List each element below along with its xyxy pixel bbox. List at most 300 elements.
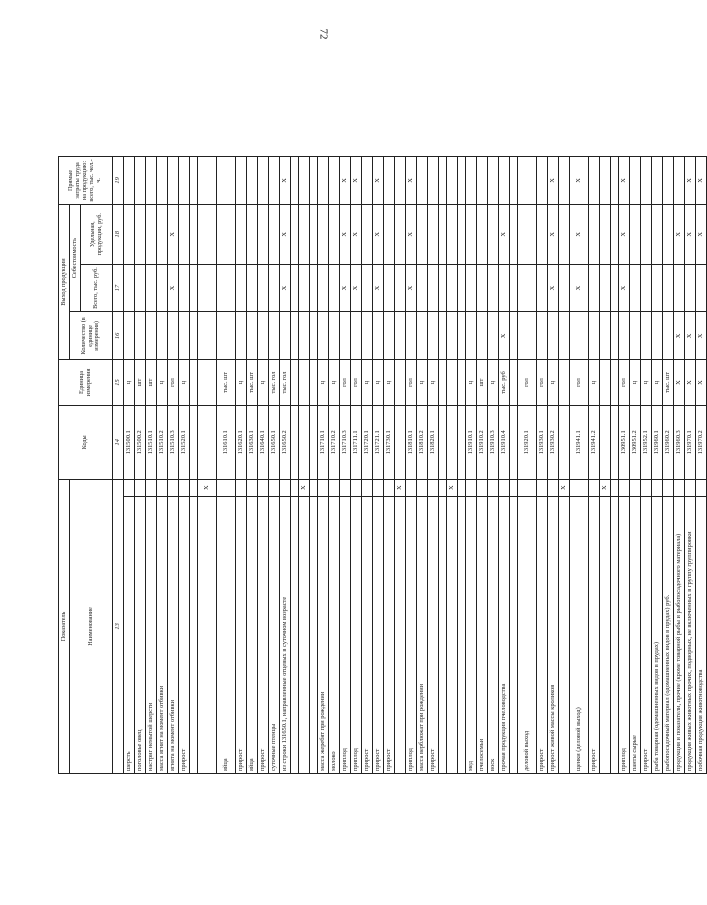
- row-code: [198, 405, 217, 479]
- empty-cell: [291, 479, 299, 496]
- row-total-cost: Х: [548, 264, 559, 312]
- row-quantity: [280, 312, 291, 360]
- row-name: прирост: [641, 496, 652, 773]
- table-row: [395, 157, 406, 774]
- row-name: продукция живых животных прочих, подворных, не включенных в группу группировки: [685, 496, 696, 773]
- row-labor: Х: [548, 157, 559, 205]
- row-mark: [318, 479, 329, 496]
- row-total-cost: [685, 264, 696, 312]
- row-code: 131952.1: [641, 405, 652, 479]
- row-name: прирост: [537, 496, 548, 773]
- row-unit-cost: [247, 204, 258, 264]
- row-unit-cost: Х: [340, 204, 351, 264]
- table-row: [236, 157, 247, 774]
- row-unit: Х: [674, 360, 685, 405]
- row-unit-cost: [198, 204, 217, 264]
- row-labor: [447, 157, 458, 205]
- table-row: [663, 157, 674, 774]
- col-number: 16: [113, 312, 124, 360]
- row-name: прирост: [258, 496, 269, 773]
- empty-cell: [439, 360, 447, 405]
- table-row: [299, 157, 310, 774]
- row-total-cost: [124, 264, 135, 312]
- col-number: 13: [113, 479, 124, 773]
- row-unit: тыс. шт: [247, 360, 258, 405]
- row-code: 131910.4: [499, 405, 510, 479]
- row-labor: [135, 157, 146, 205]
- row-quantity: [466, 312, 477, 360]
- table-row: [351, 157, 362, 774]
- row-mark: [179, 479, 190, 496]
- row-unit: ц: [428, 360, 439, 405]
- row-name: мед: [466, 496, 477, 773]
- table-row: [373, 157, 384, 774]
- table-row: [641, 157, 652, 774]
- empty-cell: [458, 204, 466, 264]
- row-total-cost: Х: [406, 264, 417, 312]
- col-number: 18: [113, 204, 124, 264]
- row-labor: [217, 157, 236, 205]
- row-unit-cost: Х: [619, 204, 630, 264]
- row-unit-cost: [518, 204, 537, 264]
- row-unit-cost: [179, 204, 190, 264]
- table-row: [362, 157, 373, 774]
- row-total-cost: Х: [619, 264, 630, 312]
- row-unit: [447, 360, 458, 405]
- row-total-cost: [198, 264, 217, 312]
- empty-cell: [439, 264, 447, 312]
- row-name: прирост: [179, 496, 190, 773]
- row-code: 131960.1: [652, 405, 663, 479]
- header-unit: Единица измерения: [59, 360, 113, 405]
- row-mark: Х: [395, 479, 406, 496]
- row-mark: [466, 479, 477, 496]
- empty-cell: [291, 312, 299, 360]
- row-labor: Х: [280, 157, 291, 205]
- row-mark: [135, 479, 146, 496]
- row-name: поголовье овец: [135, 496, 146, 773]
- row-unit: ц: [157, 360, 168, 405]
- table-row: [652, 157, 663, 774]
- empty-cell: [190, 312, 198, 360]
- row-unit: ц: [179, 360, 190, 405]
- table-row: [417, 157, 428, 774]
- row-unit: шт: [146, 360, 157, 405]
- row-code: 131960.3: [674, 405, 685, 479]
- output-cost-table: [58, 156, 707, 774]
- row-quantity: [652, 312, 663, 360]
- row-unit-cost: [362, 204, 373, 264]
- table-row: [168, 157, 179, 774]
- row-total-cost: [236, 264, 247, 312]
- row-unit: ц: [630, 360, 641, 405]
- row-name: рыба товарная (одомашненных видов в прудах): [652, 496, 663, 773]
- row-code: 131510.3: [168, 405, 179, 479]
- row-mark: [652, 479, 663, 496]
- row-quantity: [269, 312, 280, 360]
- table-row: [619, 157, 630, 774]
- row-quantity: [351, 312, 362, 360]
- row-unit-cost: [417, 204, 428, 264]
- row-quantity: [428, 312, 439, 360]
- row-code: 131941.2: [589, 405, 600, 479]
- row-name: яйца: [247, 496, 258, 773]
- empty-cell: [310, 157, 318, 205]
- row-total-cost: [641, 264, 652, 312]
- row-unit-cost: [384, 204, 395, 264]
- row-unit: гол: [537, 360, 548, 405]
- row-mark: Х: [600, 479, 611, 496]
- row-code: 130951.2: [630, 405, 641, 479]
- row-unit: ц: [318, 360, 329, 405]
- row-code: [395, 405, 406, 479]
- row-name: приплод: [619, 496, 630, 773]
- row-name: настриг немытой шерсти: [146, 496, 157, 773]
- row-mark: [146, 479, 157, 496]
- header-quantity: Количество (в единице измерения): [70, 312, 113, 360]
- row-code: 131730.1: [384, 405, 395, 479]
- row-unit-cost: [329, 204, 340, 264]
- row-quantity: [384, 312, 395, 360]
- row-unit-cost: [488, 204, 499, 264]
- row-total-cost: [447, 264, 458, 312]
- row-quantity: [217, 312, 236, 360]
- row-name: прочая продукция пчеловодства: [499, 496, 510, 773]
- row-code: 131630.1: [247, 405, 258, 479]
- row-unit: тыс. гол: [280, 360, 291, 405]
- col-number: 14: [113, 405, 124, 479]
- row-total-cost: [428, 264, 439, 312]
- row-total-cost: [146, 264, 157, 312]
- row-labor: [589, 157, 600, 205]
- row-total-cost: [384, 264, 395, 312]
- row-unit: шт: [477, 360, 488, 405]
- table-row: [611, 157, 619, 774]
- table-row: [291, 157, 299, 774]
- row-quantity: [417, 312, 428, 360]
- row-name: [395, 496, 406, 773]
- table-row: [310, 157, 318, 774]
- empty-cell: [190, 204, 198, 264]
- row-unit: гол: [619, 360, 630, 405]
- row-mark: [406, 479, 417, 496]
- row-total-cost: [417, 264, 428, 312]
- empty-cell: [310, 312, 318, 360]
- row-quantity: [570, 312, 589, 360]
- row-labor: [559, 157, 570, 205]
- row-unit: тыс. гол: [269, 360, 280, 405]
- row-total-cost: [652, 264, 663, 312]
- table-row: [630, 157, 641, 774]
- row-mark: [428, 479, 439, 496]
- row-unit-cost: Х: [351, 204, 362, 264]
- row-unit-cost: [269, 204, 280, 264]
- row-unit: шт: [135, 360, 146, 405]
- row-mark: [499, 479, 510, 496]
- row-total-cost: [466, 264, 477, 312]
- row-name: приплод: [351, 496, 362, 773]
- row-quantity: [247, 312, 258, 360]
- row-labor: [318, 157, 329, 205]
- empty-cell: [611, 405, 619, 479]
- row-mark: [518, 479, 537, 496]
- row-mark: [258, 479, 269, 496]
- row-mark: [619, 479, 630, 496]
- row-mark: [168, 479, 179, 496]
- row-total-cost: [600, 264, 611, 312]
- empty-cell: [439, 312, 447, 360]
- row-code: 131710.1: [318, 405, 329, 479]
- row-code: 131510.1: [146, 405, 157, 479]
- row-name: прирост: [589, 496, 600, 773]
- empty-cell: [310, 204, 318, 264]
- empty-cell: [291, 204, 299, 264]
- empty-cell: [439, 204, 447, 264]
- row-labor: [384, 157, 395, 205]
- row-unit: [299, 360, 310, 405]
- row-unit-cost: Х: [674, 204, 685, 264]
- row-quantity: Х: [696, 312, 707, 360]
- row-name: масса ягнят на момент отбивки: [157, 496, 168, 773]
- empty-cell: [458, 479, 466, 496]
- row-unit: ц: [641, 360, 652, 405]
- row-total-cost: [247, 264, 258, 312]
- table-row: [157, 157, 168, 774]
- empty-cell: [190, 360, 198, 405]
- row-labor: [663, 157, 674, 205]
- row-quantity: [630, 312, 641, 360]
- row-unit: ц: [417, 360, 428, 405]
- row-code: [299, 405, 310, 479]
- row-unit-cost: [135, 204, 146, 264]
- col-number: 19: [113, 157, 124, 205]
- row-total-cost: [559, 264, 570, 312]
- row-labor: Х: [351, 157, 362, 205]
- row-labor: [168, 157, 179, 205]
- row-total-cost: [157, 264, 168, 312]
- row-labor: [417, 157, 428, 205]
- row-unit: гол: [518, 360, 537, 405]
- row-labor: Х: [685, 157, 696, 205]
- row-total-cost: [630, 264, 641, 312]
- empty-cell: [510, 360, 518, 405]
- row-labor: [179, 157, 190, 205]
- row-labor: [477, 157, 488, 205]
- row-code: 131720.1: [362, 405, 373, 479]
- row-name: воск: [488, 496, 499, 773]
- table-row: [570, 157, 589, 774]
- row-name: щенки (деловой выход): [570, 496, 589, 773]
- row-total-cost: [499, 264, 510, 312]
- row-total-cost: [329, 264, 340, 312]
- row-unit-cost: Х: [685, 204, 696, 264]
- row-unit: [559, 360, 570, 405]
- row-name: масса верблюжат при рождении: [417, 496, 428, 773]
- empty-cell: [310, 405, 318, 479]
- row-labor: [299, 157, 310, 205]
- row-name: прирост: [428, 496, 439, 773]
- table-row: [518, 157, 537, 774]
- row-mark: [340, 479, 351, 496]
- empty-cell: [291, 360, 299, 405]
- table-row: [559, 157, 570, 774]
- row-code: 131610.1: [217, 405, 236, 479]
- row-mark: [236, 479, 247, 496]
- row-unit-cost: [217, 204, 236, 264]
- row-code: 131510.2: [157, 405, 168, 479]
- empty-cell: [510, 157, 518, 205]
- row-name: [299, 496, 310, 773]
- table-row: [135, 157, 146, 774]
- empty-cell: [310, 264, 318, 312]
- row-quantity: [236, 312, 247, 360]
- empty-cell: [611, 264, 619, 312]
- row-total-cost: [395, 264, 406, 312]
- row-unit: гол: [351, 360, 362, 405]
- row-unit-cost: [258, 204, 269, 264]
- row-unit: [198, 360, 217, 405]
- row-labor: [466, 157, 477, 205]
- row-total-cost: [674, 264, 685, 312]
- row-code: 131930.2: [548, 405, 559, 479]
- row-mark: [247, 479, 258, 496]
- row-code: 131910.2: [477, 405, 488, 479]
- row-quantity: [362, 312, 373, 360]
- row-mark: [280, 479, 291, 496]
- row-labor: [269, 157, 280, 205]
- row-total-cost: [318, 264, 329, 312]
- table-row: [685, 157, 696, 774]
- row-code: 131810.1: [406, 405, 417, 479]
- row-name: панты сырые: [630, 496, 641, 773]
- row-labor: [329, 157, 340, 205]
- row-name: [447, 496, 458, 773]
- row-labor: [641, 157, 652, 205]
- row-unit-cost: [663, 204, 674, 264]
- row-quantity: Х: [685, 312, 696, 360]
- row-quantity: [198, 312, 217, 360]
- row-unit-cost: [630, 204, 641, 264]
- row-unit: тыс. шт: [663, 360, 674, 405]
- row-mark: [417, 479, 428, 496]
- table-row: [696, 157, 707, 774]
- empty-cell: [510, 312, 518, 360]
- row-labor: [124, 157, 135, 205]
- row-name: деловой выход: [518, 496, 537, 773]
- row-code: 131910.3: [488, 405, 499, 479]
- header-name: Наименование: [70, 479, 113, 773]
- row-name: молоко: [329, 496, 340, 773]
- row-unit: гол: [570, 360, 589, 405]
- row-code: 131970.1: [685, 405, 696, 479]
- row-unit: ц: [236, 360, 247, 405]
- row-unit-cost: [466, 204, 477, 264]
- empty-cell: [190, 405, 198, 479]
- header-output-value: Выход продукции: [59, 204, 70, 359]
- row-code: 131820.1: [428, 405, 439, 479]
- empty-cell: [510, 405, 518, 479]
- empty-cell: [458, 312, 466, 360]
- row-mark: [217, 479, 236, 496]
- row-unit: гол: [168, 360, 179, 405]
- row-mark: Х: [299, 479, 310, 496]
- table-row: [190, 157, 198, 774]
- row-name: ягнята на момент отбивки: [168, 496, 179, 773]
- row-code: 131640.1: [258, 405, 269, 479]
- empty-cell: [510, 479, 518, 496]
- empty-cell: [510, 264, 518, 312]
- table-row: [406, 157, 417, 774]
- row-code: 131650.1: [269, 405, 280, 479]
- row-quantity: Х: [674, 312, 685, 360]
- row-unit: ц: [488, 360, 499, 405]
- empty-cell: [310, 496, 318, 773]
- table-row: [447, 157, 458, 774]
- row-mark: [674, 479, 685, 496]
- row-code: 131910.1: [466, 405, 477, 479]
- empty-cell: [611, 360, 619, 405]
- row-unit: [600, 360, 611, 405]
- row-labor: [518, 157, 537, 205]
- row-name: продукция и показатели, прочие (кроме товарной рыбы и рыбопосадочного материала): [674, 496, 685, 773]
- row-unit: гол: [406, 360, 417, 405]
- table-row: [674, 157, 685, 774]
- row-total-cost: [135, 264, 146, 312]
- row-code: 131960.2: [663, 405, 674, 479]
- header-cost: Себестоимость: [70, 204, 81, 312]
- empty-cell: [439, 157, 447, 205]
- row-quantity: [537, 312, 548, 360]
- row-unit-cost: Х: [499, 204, 510, 264]
- table-row: [269, 157, 280, 774]
- row-name: прирост живой массы кроликов: [548, 496, 559, 773]
- row-labor: [198, 157, 217, 205]
- row-quantity: [135, 312, 146, 360]
- header-unit-cost: Удельная, продукции, руб.: [81, 204, 113, 264]
- row-unit-cost: [559, 204, 570, 264]
- row-labor: Х: [406, 157, 417, 205]
- row-quantity: [329, 312, 340, 360]
- row-labor: [674, 157, 685, 205]
- row-code: 131721.1: [373, 405, 384, 479]
- empty-cell: [458, 264, 466, 312]
- row-code: 131970.2: [696, 405, 707, 479]
- row-labor: [236, 157, 247, 205]
- row-unit-cost: [447, 204, 458, 264]
- row-mark: [537, 479, 548, 496]
- row-quantity: [340, 312, 351, 360]
- row-total-cost: [269, 264, 280, 312]
- row-quantity: [406, 312, 417, 360]
- row-total-cost: [518, 264, 537, 312]
- row-unit: ц: [124, 360, 135, 405]
- row-labor: [157, 157, 168, 205]
- row-quantity: [589, 312, 600, 360]
- empty-cell: [458, 360, 466, 405]
- row-mark: Х: [559, 479, 570, 496]
- row-mark: [570, 479, 589, 496]
- empty-cell: [291, 496, 299, 773]
- empty-cell: [611, 204, 619, 264]
- row-mark: Х: [198, 479, 217, 496]
- row-quantity: [318, 312, 329, 360]
- row-unit: гол: [340, 360, 351, 405]
- row-unit: ц: [384, 360, 395, 405]
- row-quantity: [258, 312, 269, 360]
- row-mark: [589, 479, 600, 496]
- empty-cell: [611, 157, 619, 205]
- row-unit-cost: [157, 204, 168, 264]
